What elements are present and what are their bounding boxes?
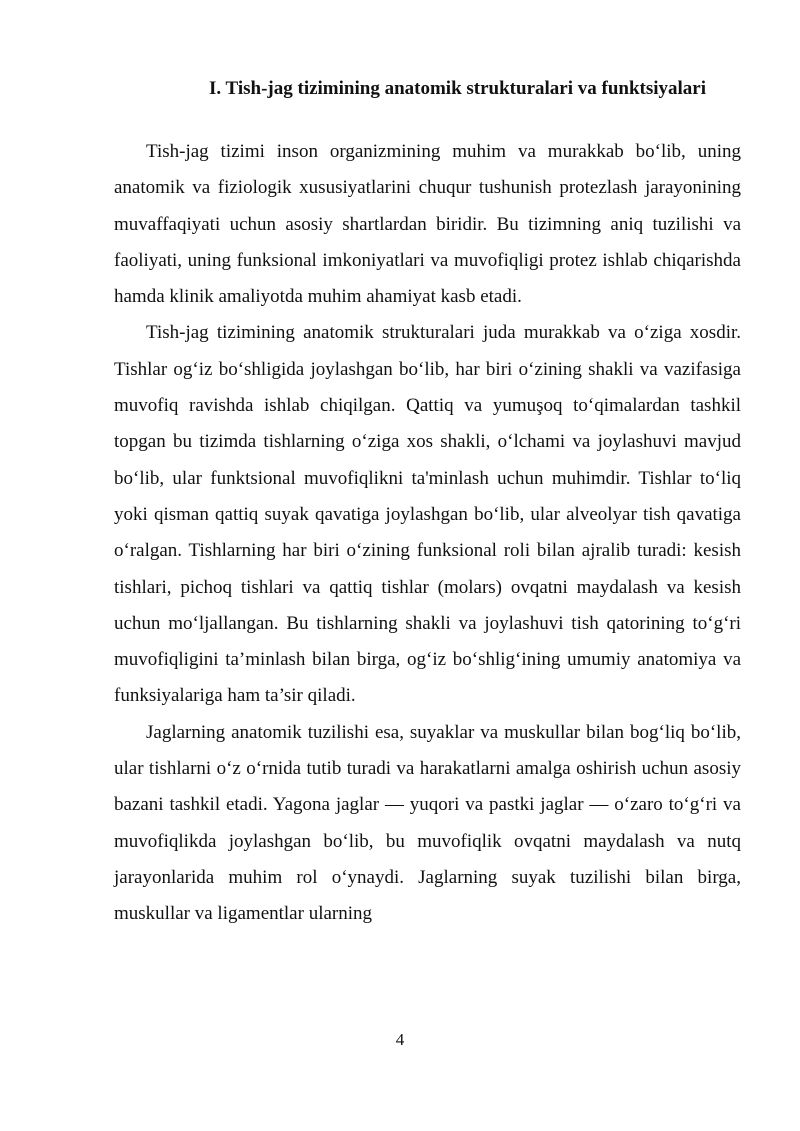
body-text: [114, 134, 741, 933]
page-number: 4: [395, 1030, 405, 1049]
paragraph-teeth-anatomy: Tish-jag tizimining anatomik strukturalari juda murakkab va o‘ziga xosdir. Tishlar og‘iz bo‘shligida joylashgan bo‘lib, har biri o‘zining shakli va vazifasiga muvofiq ravishda ishlab chiqilgan. Qattiq va yumuşoq to‘qimalardan tashkil topgan bu tizimda tishlarning o‘ziga xos shakli, o‘lchami va joylashuvi mavjud bo‘lib, ular funktsional muvofiqlikni ta'minlash uchun muhimdir. Tishlar to‘liq yoki qisman qattiq suyak qavatiga joylashgan bo‘lib, ular alveolyar tish qavatiga o‘ralgan. Tishlarning har biri o‘zining funksional roli bilan ajralib turadi: kesish tishlari, pichoq tishlari va qattiq tishlar (molars) ovqatni maydalash va kesish uchun mo‘ljallangan. Bu tishlarning shakli va joylashuvi tish qatorining to‘g‘ri muvofiqligini ta’minlash bilan birga, og‘iz bo‘shlig‘ining umumiy anatomiya va funksiyalariga ham ta’sir qiladi.: [114, 322, 741, 707]
paragraph-jaw-anatomy: Jaglarning anatomik tuzilishi esa, suyaklar va muskullar bilan bog‘liq bo‘lib, ular tishlarni o‘z o‘rnida tutib turadi va harakatlarni amalga oshirish uchun asosiy bazani tashkil etadi. Yagona jaglar — yuqori va pastki jaglar — o‘zaro to‘g‘ri va muvofiqlikda joylashgan bo‘lib, bu muvofiqlik ovqatni maydalash va nutq jarayonlarida muhim rol o‘ynaydi. Jaglarning suyak tuzilishi bilan birga, muskullar va ligamentlar ularning: [114, 721, 741, 925]
section-title: I. Tish-jag tizimining anatomik strukturalari va funktsiyalari: [208, 78, 707, 99]
paragraph-intro: Tish-jag tizimi inson organizmining muhim va murakkab bo‘lib, uning anatomik va fiziologik xususiyatlarini chuqur tushunish protezlash jarayonining muvaffaqiyati uchun asosiy shartlardan biridir. Bu tizimning aniq tuzilishi va faoliyati, uning funksional imkoniyatlari va muvofiqligi protez ishlab chiqarishda hamda klinik amaliyotda muhim ahamiyat kasb etadi.: [114, 141, 741, 308]
